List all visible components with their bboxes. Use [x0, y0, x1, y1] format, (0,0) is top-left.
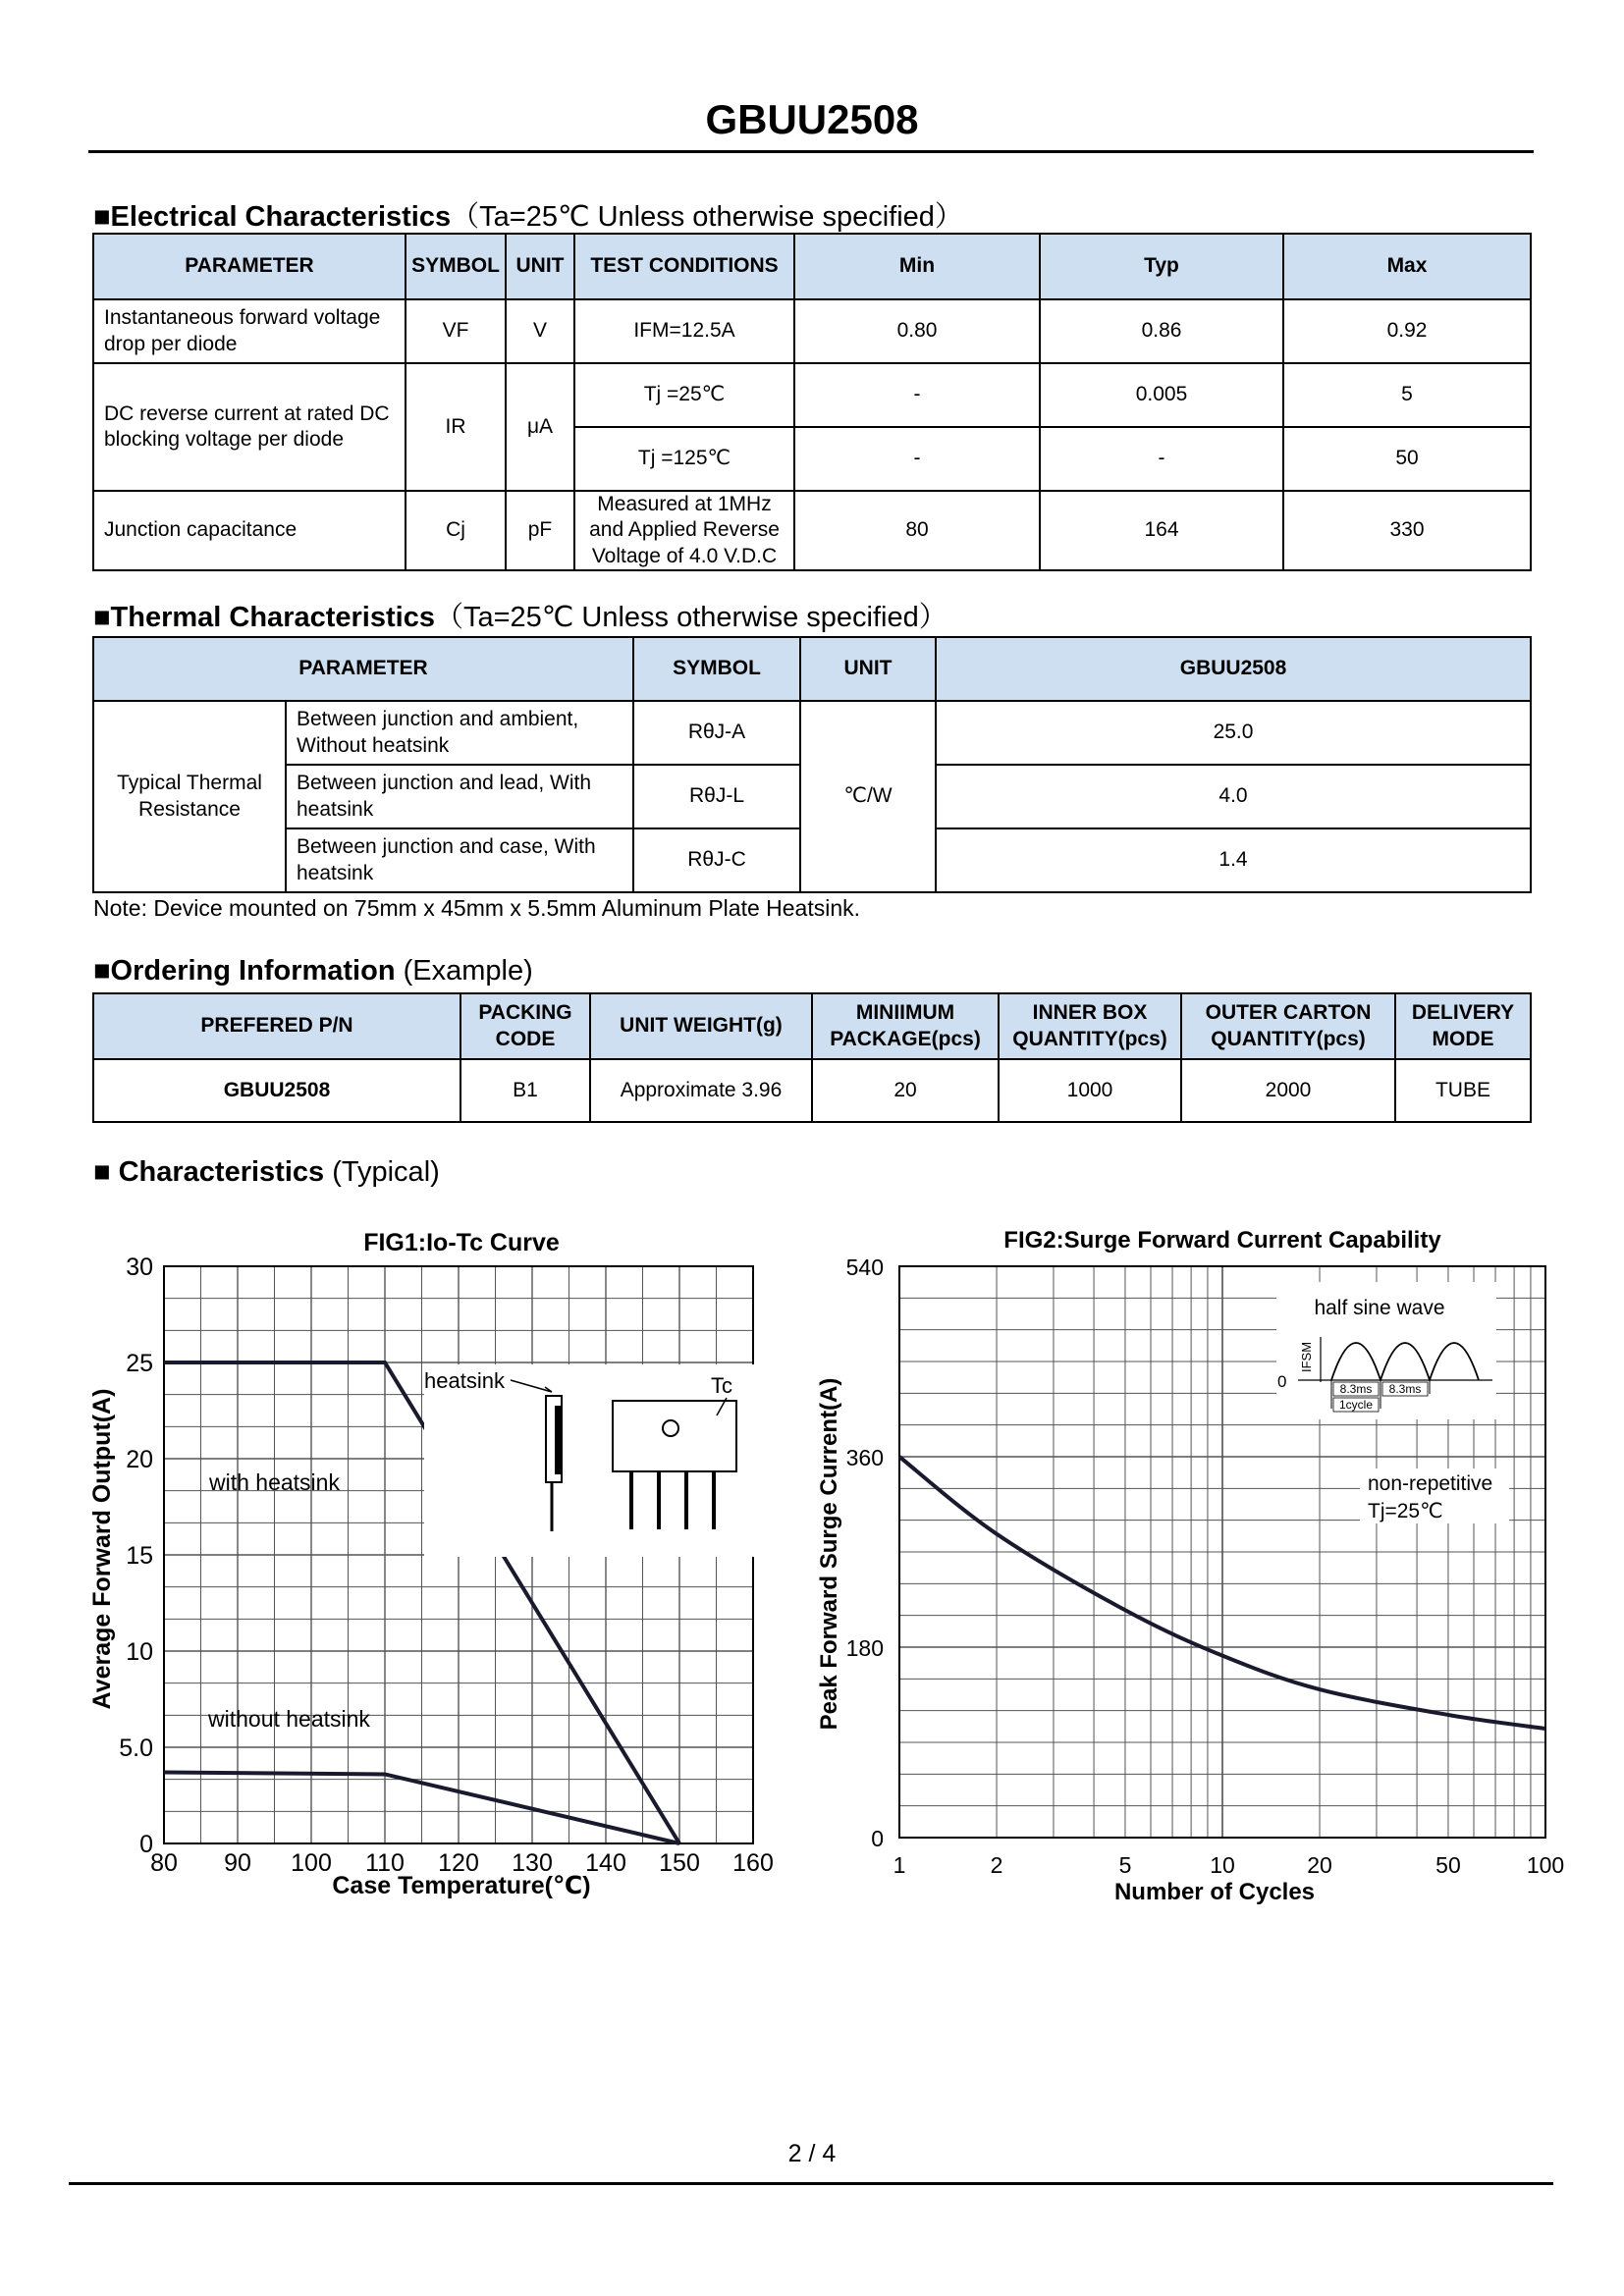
electrical-condition: （Ta=25℃ Unless otherwise specified） [451, 201, 963, 233]
cell-value: 25.0 [936, 701, 1531, 765]
y-tick-label: 10 [126, 1638, 153, 1666]
fig2-annotation-period-2: 8.3ms [1388, 1382, 1422, 1396]
cell-unit: pF [506, 491, 574, 570]
y-tick-label: 20 [126, 1446, 153, 1473]
fig2-annotation-tj: Tj=25℃ [1368, 1500, 1443, 1522]
fig1-chart [88, 1229, 774, 1899]
cell-max: 0.92 [1283, 299, 1531, 363]
cell-group: Typical Thermal Resistance [93, 701, 286, 892]
x-tick-label: 130 [512, 1849, 553, 1877]
x-tick-label: 100 [1526, 1852, 1565, 1878]
header-part-number: GBUU2508 [936, 637, 1531, 701]
cell-unit: V [506, 299, 574, 363]
cell-condition: IFM=12.5A [574, 299, 794, 363]
cell-typ: - [1040, 427, 1283, 491]
cell-symbol: RθJ-A [633, 701, 800, 765]
fig1-series-label-with-heatsink: with heatsink [209, 1469, 340, 1495]
cell-unit: μA [506, 363, 574, 491]
header-minimum-package: MINIIMUM PACKAGE(pcs) [812, 993, 999, 1059]
y-tick-label: 5.0 [119, 1735, 153, 1762]
fig2-annotation-zero: 0 [1277, 1372, 1287, 1391]
cell-max: 50 [1283, 427, 1531, 491]
cell-part-number: GBUU2508 [93, 1059, 460, 1122]
header-part-number: PREFERED P/N [93, 993, 460, 1059]
header-typ: Typ [1040, 234, 1283, 299]
cell-packing-code: B1 [460, 1059, 590, 1122]
cell-symbol: RθJ-C [633, 828, 800, 892]
fig2-annotation-non-repetitive: non-repetitive [1368, 1472, 1493, 1495]
cell-unit-weight: Approximate 3.96 [590, 1059, 812, 1122]
page-number: 2 / 4 [787, 2140, 837, 2167]
x-tick-label: 5 [1118, 1852, 1132, 1878]
cell-typ: 0.86 [1040, 299, 1283, 363]
cell-parameter: DC reverse current at rated DC blocking voltage per diode [93, 363, 406, 491]
fig1-annotation-heatsink: heatsink [424, 1368, 505, 1393]
header-symbol: SYMBOL [406, 234, 506, 299]
square-bullet-icon: ■ [93, 201, 111, 233]
cell-symbol: IR [406, 363, 506, 491]
footer-rule [69, 2182, 1553, 2185]
x-tick-label: 110 [365, 1849, 405, 1877]
half-sine-wave-inset [1276, 1282, 1496, 1419]
cell-symbol: Cj [406, 491, 506, 570]
document-title: GBUU2508 [705, 96, 919, 142]
fig2-chart [816, 1227, 1564, 1905]
cell-max: 5 [1283, 363, 1531, 427]
thermal-condition: （Ta=25℃ Unless otherwise specified） [434, 602, 947, 633]
fig1-ylabel: Average Forward Output(A) [88, 1388, 116, 1710]
x-tick-label: 100 [291, 1849, 332, 1877]
header-unit: UNIT [506, 234, 574, 299]
cell-condition: Tj =25℃ [574, 363, 794, 427]
fig1-title: FIG1:Io-Tc Curve [363, 1229, 560, 1256]
y-tick-label: 0 [139, 1831, 153, 1858]
header-min: Min [794, 234, 1040, 299]
cell-typ: 164 [1040, 491, 1283, 570]
package-diagram-icon [424, 1364, 756, 1557]
electrical-heading: ■Electrical Characteristics（Ta=25℃ Unless otherwise specified） [93, 201, 963, 233]
y-tick-label: 30 [126, 1254, 153, 1281]
heatsink-note: Note: Device mounted on 75mm x 45mm x 5.5mm Aluminum Plate Heatsink. [93, 895, 861, 921]
thermal-heading: ■Thermal Characteristics（Ta=25℃ Unless otherwise specified） [93, 602, 947, 633]
header-delivery-mode: DELIVERY MODE [1395, 993, 1531, 1059]
cell-parameter: Junction capacitance [93, 491, 406, 570]
cell-min: - [794, 427, 1040, 491]
x-tick-label: 50 [1435, 1852, 1461, 1878]
x-tick-label: 120 [438, 1849, 479, 1877]
x-tick-label: 80 [150, 1849, 178, 1877]
cell-symbol: VF [406, 299, 506, 363]
x-tick-label: 90 [224, 1849, 251, 1877]
ordering-heading: ■Ordering Information (Example) [93, 955, 533, 987]
fig2-annotation-half-sine-wave: half sine wave [1314, 1297, 1445, 1319]
cell-symbol: RθJ-L [633, 765, 800, 828]
header-parameter: PARAMETER [93, 637, 633, 701]
cell-min: 80 [794, 491, 1040, 570]
header-test-conditions: TEST CONDITIONS [574, 234, 794, 299]
cell-outer-carton: 2000 [1181, 1059, 1395, 1122]
fig2-ylabel: Peak Forward Surge Current(A) [816, 1377, 842, 1731]
header-parameter: PARAMETER [93, 234, 406, 299]
x-tick-label: 140 [585, 1849, 626, 1877]
y-tick-label: 25 [126, 1350, 153, 1377]
fig2-title: FIG2:Surge Forward Current Capability [1003, 1227, 1441, 1254]
y-tick-label: 0 [871, 1826, 884, 1851]
cell-min: 0.80 [794, 299, 1040, 363]
x-tick-label: 20 [1307, 1852, 1332, 1878]
fig1-annotation-tc: Tc [711, 1373, 732, 1398]
cell-description: Between junction and ambient, Without heatsink [286, 701, 633, 765]
y-tick-label: 540 [845, 1255, 884, 1280]
y-tick-label: 15 [126, 1542, 153, 1570]
header-unit: UNIT [800, 637, 936, 701]
x-tick-label: 2 [990, 1852, 1003, 1878]
x-tick-label: 1 [893, 1852, 906, 1878]
x-tick-label: 150 [659, 1849, 700, 1877]
y-tick-label: 360 [845, 1445, 884, 1470]
cell-max: 330 [1283, 491, 1531, 570]
fig2-annotation-ifsm: IFSM [1299, 1341, 1314, 1372]
y-tick-label: 180 [845, 1635, 884, 1661]
cell-description: Between junction and lead, With heatsink [286, 765, 633, 828]
cell-min: - [794, 363, 1040, 427]
cell-typ: 0.005 [1040, 363, 1283, 427]
fig2-annotation-period-1: 8.3ms [1339, 1382, 1373, 1396]
header-inner-box: INNER BOX QUANTITY(pcs) [999, 993, 1181, 1059]
square-bullet-icon: ■ [93, 1156, 111, 1188]
cell-inner-box: 1000 [999, 1059, 1181, 1122]
header-packing-code: PACKING CODE [460, 993, 590, 1059]
cell-description: Between junction and case, With heatsink [286, 828, 633, 892]
header-max: Max [1283, 234, 1531, 299]
cell-unit: ℃/W [800, 701, 936, 892]
header-unit-weight: UNIT WEIGHT(g) [590, 993, 812, 1059]
fig1-series-label-without-heatsink: without heatsink [208, 1706, 370, 1732]
cell-value: 1.4 [936, 828, 1531, 892]
cell-condition: Measured at 1MHz and Applied Reverse Voltage of 4.0 V.D.C [574, 491, 794, 570]
fig2-annotation-cycle: 1cycle [1338, 1398, 1374, 1412]
square-bullet-icon: ■ [93, 955, 111, 987]
cell-minimum-package: 20 [812, 1059, 999, 1122]
fig1-xlabel: Case Temperature(℃) [332, 1872, 591, 1899]
cell-value: 4.0 [936, 765, 1531, 828]
x-tick-label: 160 [732, 1849, 774, 1877]
cell-condition: Tj =125℃ [574, 427, 794, 491]
x-tick-label: 10 [1210, 1852, 1235, 1878]
header-symbol: SYMBOL [633, 637, 800, 701]
header-outer-carton: OUTER CARTON QUANTITY(pcs) [1181, 993, 1395, 1059]
cell-delivery-mode: TUBE [1395, 1059, 1531, 1122]
cell-parameter: Instantaneous forward voltage drop per diode [93, 299, 406, 363]
square-bullet-icon: ■ [93, 602, 111, 633]
characteristics-heading: ■ Characteristics (Typical) [93, 1156, 440, 1188]
fig1-tick-labels [119, 1254, 774, 1877]
fig2-xlabel: Number of Cycles [1113, 1879, 1316, 1905]
